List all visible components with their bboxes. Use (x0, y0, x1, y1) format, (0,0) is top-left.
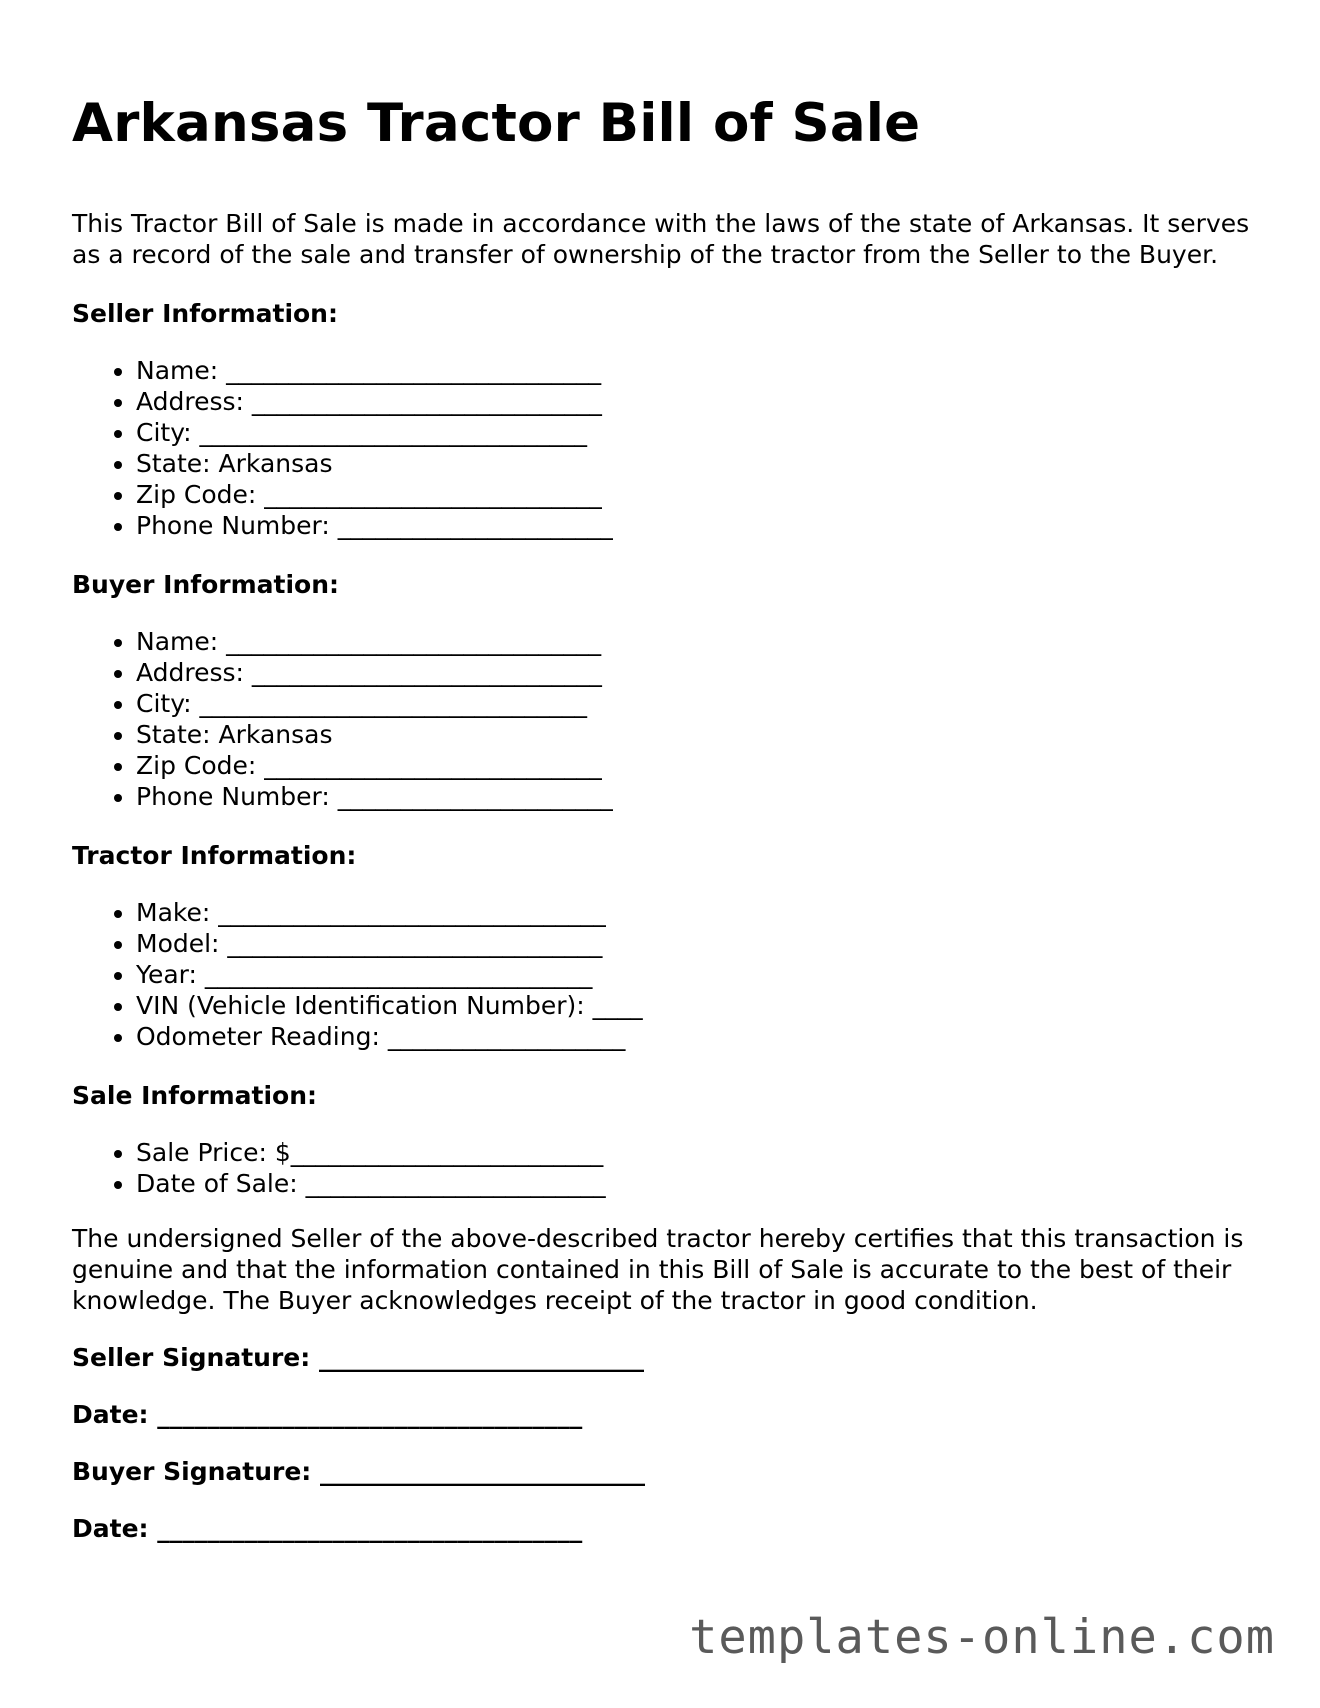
tractor-section-heading: Tractor Information: (72, 841, 357, 870)
seller-signature-label: Seller Signature: (72, 1343, 319, 1372)
seller-signature-line: __________________________ (318, 1343, 644, 1372)
buyer-date-row (72, 1513, 1252, 1544)
buyer-city-field: • City: _______________________________ (136, 688, 1252, 719)
seller-date-line: __________________________________ (157, 1400, 583, 1429)
certification-paragraph: The undersigned Seller of the above-described tractor hereby certifies that this transaction is genuine and that the information contained in this Bill of Sale is accurate to the best of their knowledge. The Buyer acknowledges receipt of the tractor in good condition. (72, 1224, 1244, 1315)
tractor-odometer-field: • Odometer Reading: ___________________ (136, 1021, 1252, 1052)
seller-name-field: • Name: ______________________________ (136, 355, 1252, 386)
buyer-info-list (72, 626, 1252, 812)
buyer-signature-line: __________________________ (320, 1457, 646, 1486)
sale-price-field: • Sale Price: $_________________________ (136, 1137, 1252, 1168)
tractor-year-field: • Year: _______________________________ (136, 959, 1252, 990)
buyer-phone-field: • Phone Number: ______________________ (136, 781, 1252, 812)
sale-date-field: • Date of Sale: ________________________ (136, 1168, 1252, 1199)
tractor-vin-field: • VIN (Vehicle Identification Number): ____ (136, 990, 1252, 1021)
seller-phone-field: • Phone Number: ______________________ (136, 510, 1252, 541)
tractor-info-list (72, 897, 1252, 1052)
buyer-date-label: Date: (72, 1514, 158, 1543)
watermark-text: templates-online.com (689, 1610, 1275, 1665)
buyer-date-line: __________________________________ (157, 1514, 583, 1543)
page-title: Arkansas Tractor Bill of Sale (72, 93, 921, 154)
seller-signature-row (72, 1342, 1252, 1373)
buyer-section-heading: Buyer Information: (72, 570, 340, 599)
sale-info-list (72, 1137, 1252, 1199)
tractor-make-field: • Make: _______________________________ (136, 897, 1252, 928)
seller-zip-field: • Zip Code: ___________________________ (136, 479, 1252, 510)
seller-address-field: • Address: ____________________________ (136, 386, 1252, 417)
seller-date-label: Date: (72, 1400, 158, 1429)
seller-section-heading: Seller Information: (72, 299, 338, 328)
document-page (72, 0, 1252, 1544)
tractor-model-field: • Model: ______________________________ (136, 928, 1252, 959)
intro-paragraph: This Tractor Bill of Sale is made in accordance with the laws of the state of Arkansas. It serves as a record of the sale and transfer of ownership of the tractor from the Seller to the Buyer. (72, 209, 1250, 269)
buyer-signature-label: Buyer Signature: (72, 1457, 321, 1486)
buyer-name-field: • Name: ______________________________ (136, 626, 1252, 657)
seller-city-field: • City: _______________________________ (136, 417, 1252, 448)
seller-state-field: • State: Arkansas (136, 448, 1252, 479)
buyer-signature-row (72, 1456, 1252, 1487)
buyer-zip-field: • Zip Code: ___________________________ (136, 750, 1252, 781)
buyer-state-field: • State: Arkansas (136, 719, 1252, 750)
buyer-address-field: • Address: ____________________________ (136, 657, 1252, 688)
seller-date-row (72, 1399, 1252, 1430)
sale-section-heading: Sale Information: (72, 1081, 317, 1110)
seller-info-list (72, 355, 1252, 541)
